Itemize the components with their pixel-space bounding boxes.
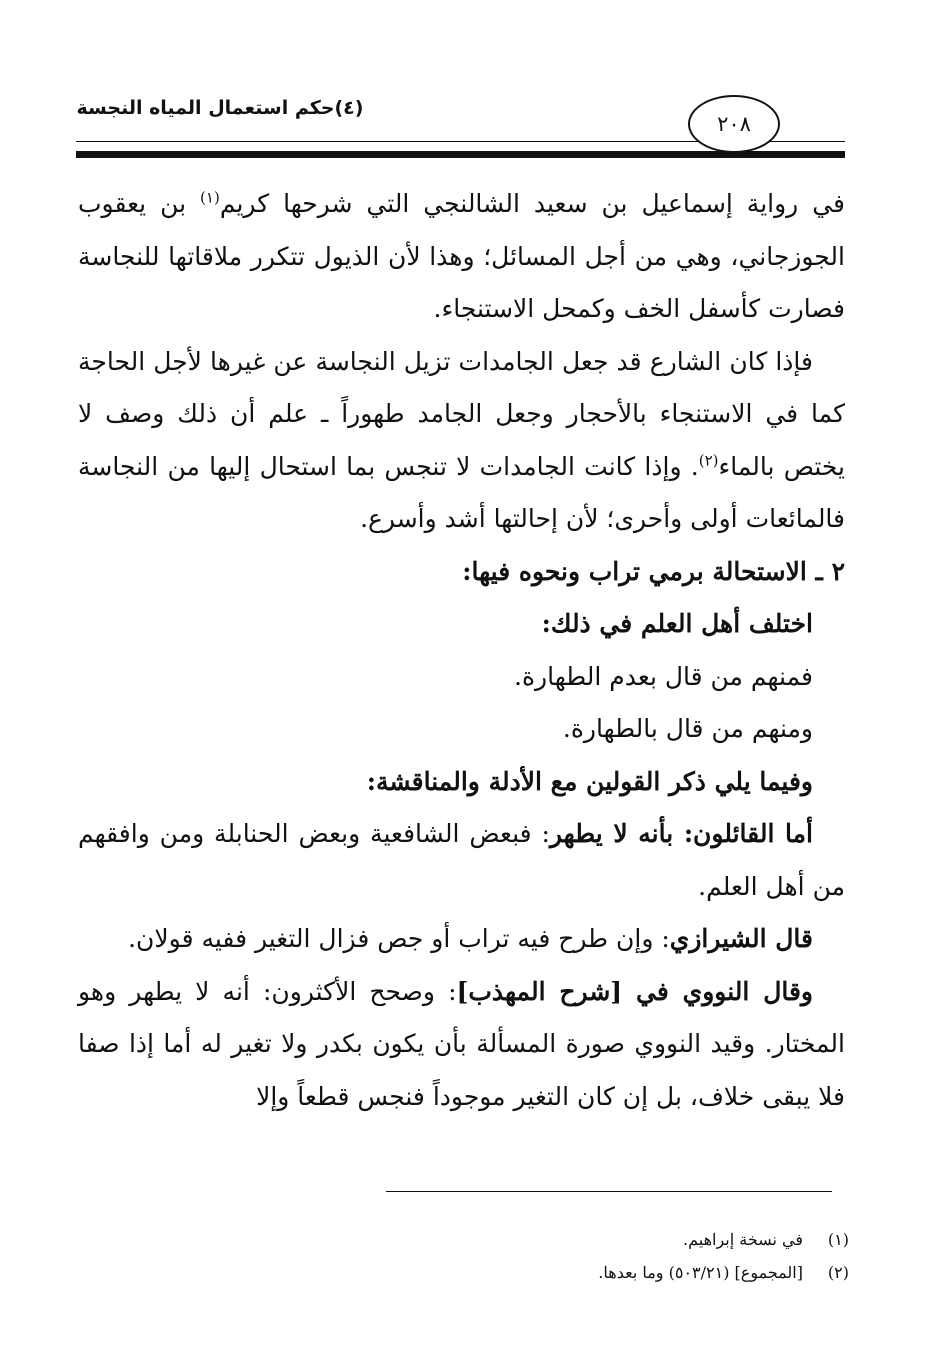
disagreement-heading-text: اختلف أهل العلم في ذلك:	[541, 609, 813, 638]
opinion-line-2: ومنهم من قال بالطهارة.	[562, 714, 813, 743]
nawawi-label: وقال النووي في [شرح المهذب]	[456, 976, 813, 1006]
shirazi-label: قال الشيرازي	[669, 924, 813, 953]
footnote-2	[78, 1256, 849, 1289]
paragraph-1-text-a: في رواية إسماعيل بن سعيد الشالنجي التي شرحها كريم	[219, 189, 846, 218]
footnote-separator	[386, 1191, 832, 1192]
paragraph-2-text-b: . وإذا كانت الجامدات لا تنجس بما استحال إليها من النجاسة فالمائعات أولى وأحرى؛ لأن إحالتها أشد وأسرع.	[78, 451, 845, 533]
paragraph-2	[78, 336, 845, 546]
footnote-2-text: [المجموع] (٥٠٣/٢١) وما بعدها.	[598, 1263, 803, 1282]
discussion-heading	[78, 756, 845, 809]
paragraph-shirazi	[78, 913, 845, 966]
page-number-badge	[688, 95, 780, 153]
section-heading-2-text: ٢ ـ الاستحالة برمي تراب ونحوه فيها:	[462, 556, 845, 586]
footnote-1-number: (١)	[827, 1230, 849, 1249]
first-opinion-text: : فبعض الشافعية وبعض الحنابلة ومن وافقهم من أهل العلم.	[78, 819, 845, 901]
running-title: (٤)حكم استعمال المياه النجسة	[76, 97, 364, 119]
first-opinion-label: أما القائلون:	[673, 819, 813, 848]
opinion-line-1: فمنهم من قال بعدم الطهارة.	[514, 661, 813, 691]
disagreement-heading	[78, 598, 845, 651]
paragraph-1-text-b: بن يعقوب الجوزجاني، وهي من أجل المسائل؛ وهذا لأن الذيول تتكرر ملاقاتها للنجاسة فصارت كأسفل الخف وكمحل الاستنجاء.	[78, 189, 845, 323]
paragraph-first-opinion	[78, 808, 845, 913]
page-number: ٢٠٨	[717, 112, 751, 136]
body-text	[78, 178, 845, 1123]
footnote-1	[78, 1223, 849, 1256]
footnote-ref-1[interactable]: (١)	[200, 188, 220, 207]
shirazi-text: : وإن طرح فيه تراب أو جص فزال التغير ففيه قولان.	[128, 924, 670, 953]
footnote-ref-2[interactable]: (٢)	[698, 451, 719, 470]
paragraph-nawawi	[78, 966, 845, 1124]
paragraph-2-text-a: فإذا كان الشارع قد جعل الجامدات تزيل النجاسة عن غيرها لأجل الحاجة كما في الاستنجاء بالأحجار وجعل الجامد طهوراً ـ علم أن ذلك وصف لا يختص بالماء	[78, 346, 845, 481]
footnote-1-text: في نسخة إبراهيم.	[683, 1230, 803, 1249]
nawawi-text: : وصحح الأكثرون: أنه لا يطهر وهو المختار. وقيد النووي صورة المسألة بأن يكون بكدر ولا تغير له أما إذا صفا فلا يبقى خلاف، بل إن كان التغير موجوداً فنجس قطعاً وإلا	[78, 976, 845, 1111]
section-heading-2	[78, 546, 845, 599]
discussion-heading-text: وفيما يلي ذكر القولين مع الأدلة والمناقشة:	[366, 766, 813, 796]
paragraph-1	[78, 178, 845, 336]
footnote-2-number: (٢)	[827, 1263, 849, 1282]
first-opinion-claim: بأنه لا يطهر	[549, 819, 674, 848]
footnotes	[78, 1223, 849, 1289]
